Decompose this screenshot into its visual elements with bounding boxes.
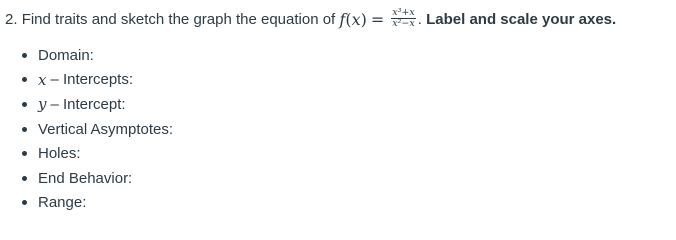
list-item-range xyxy=(22,191,173,216)
question-number: 2. xyxy=(5,10,18,28)
bullet-icon xyxy=(22,200,27,205)
bullet-icon xyxy=(22,176,27,181)
list-item-end-behavior xyxy=(22,166,173,191)
rational-fraction xyxy=(391,8,415,29)
item-label: – Intercept: xyxy=(50,95,126,113)
list-item-holes xyxy=(22,141,173,166)
close-paren: ) xyxy=(360,9,367,29)
bullet-icon xyxy=(22,151,27,156)
question-prompt xyxy=(5,6,616,32)
bullet-icon xyxy=(22,102,27,107)
bullet-icon xyxy=(22,127,27,132)
item-label: Domain: xyxy=(38,46,94,64)
open-paren: ( xyxy=(345,9,352,29)
list-item-domain xyxy=(22,43,173,68)
bullet-icon xyxy=(22,53,27,58)
item-variable: x xyxy=(38,70,47,89)
equals-sign: = xyxy=(370,9,385,29)
fraction-numerator: x³+x xyxy=(392,6,415,18)
fraction-denominator: x²−x xyxy=(392,17,415,29)
function-expression xyxy=(339,10,366,29)
function-variable: x xyxy=(351,9,361,29)
function-name: f xyxy=(339,9,346,29)
item-variable: y xyxy=(38,95,47,114)
instruction-text: Label and scale your axes. xyxy=(426,10,617,28)
item-label: End Behavior: xyxy=(38,169,133,187)
traits-list xyxy=(22,43,173,215)
bullet-icon xyxy=(22,77,27,82)
item-label: – Intercepts: xyxy=(50,71,134,89)
sentence-period: . xyxy=(417,10,422,28)
item-label: Vertical Asymptotes: xyxy=(38,120,174,138)
list-item-vertical-asymptotes xyxy=(22,117,173,142)
list-item-y-intercept xyxy=(22,92,173,117)
question-text: Find traits and sketch the graph the equation of xyxy=(21,10,336,28)
list-item-x-intercepts xyxy=(22,68,173,93)
item-label: Range: xyxy=(38,194,87,212)
item-label: Holes: xyxy=(38,145,81,163)
